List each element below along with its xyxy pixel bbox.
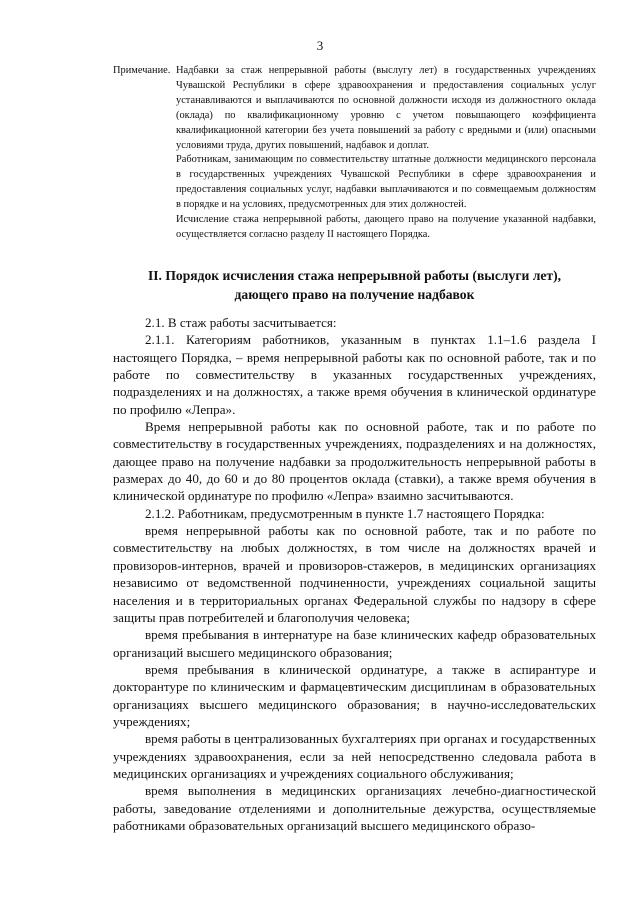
section-heading-line: дающего право на получение надбавок xyxy=(234,287,475,302)
body-paragraph: время пребывания в клинической ординатуре, а также в аспирантуре и докторантуре по клиническим и фармацевтическим дисциплинам в образовательных организациях высшего медицинского образования; в научно-исследовательских учреждениях; xyxy=(113,661,596,729)
section-heading xyxy=(113,266,596,304)
page-number: 3 xyxy=(316,38,324,53)
note-label: Примечание. xyxy=(113,65,171,76)
body-paragraph: Время непрерывной работы как по основной работе, так и по работе по совместительству в государственных учреждениях, подразделениях и на должностях, дающее право на получение надбавки за продолжительность непрерывной работы в размерах до 40, до 60 и до 80 процентов оклада (ставки), а также время обучения в клинической ординатуре по профилю «Лепра» взаимно засчитываются. xyxy=(113,419,596,504)
note-paragraph: Надбавки за стаж непрерывной работы (выслугу лет) в государственных учреждениях Чувашской Республики в сфере здравоохранения и предоставления социальных услуг устанавливаются и выплачиваются по основной должности исходя из должностного оклада (оклада) по квалификационному уровню с учетом повышающего коэффициента квалификационной категории без учета повышений за работу с вредными и (или) опасными условиями труда, других повышений, надбавок и доплат. xyxy=(176,65,596,151)
section-heading-line: II. Порядок исчисления стажа непрерывной работы (выслуги лет), xyxy=(147,268,562,283)
note-paragraph: Работникам, занимающим по совместительству штатные должности медицинского персонала в государственных учреждениях Чувашской Республики в сфере здравоохранения и предоставления социальных услуг, надбавки выплачиваются и по совмещаемым должностям в порядке и на условиях, предусмотренных для этих должностей. xyxy=(176,154,596,211)
note-body xyxy=(176,64,596,243)
body-paragraph: 2.1.2. Работникам, предусмотренным в пункте 1.7 настоящего Порядка: xyxy=(145,505,545,521)
body-paragraph: время пребывания в интернатуре на базе клинических кафедр образовательных организаций высшего медицинского образования; xyxy=(113,627,596,660)
body-paragraph: 2.1. В стаж работы засчитывается: xyxy=(145,315,337,330)
body-paragraph: 2.1.1. Категориям работников, указанным в пунктах 1.1–1.6 раздела I настоящего Порядка, – время непрерывной работы как по основной работе, так и по работе по совместительству в указанных государственных учреждениях, подразделениях и на должностях, а также время обучения в клинической ординатуре по профилю «Лепра». xyxy=(113,332,596,417)
section-body xyxy=(113,314,596,834)
body-paragraph: время работы в централизованных бухгалтериях при органах и государственных учреждениях здравоохранения, если за ней непосредственно следовала работа в медицинских организациях и учреждениях социального обслуживания; xyxy=(113,731,596,781)
body-paragraph: время непрерывной работы как по основной работе, так и по работе по совместительству на любых должностях, в том числе на должностях врачей и провизоров-интернов, врачей и провизоров-стажеров, в медицинских организациях независимо от ведомственной подчиненности, учреждениях социальной защиты населения и в территориальных органах Федеральной службы по надзору в сфере защиты прав потребителей и благополучия человека; xyxy=(113,523,596,625)
note-block xyxy=(113,64,596,243)
body-paragraph: время выполнения в медицинских организациях лечебно-диагностической работы, заведование отделениями и дополнительные дежурства, осуществляемые работниками образовательных организаций высшего медицинского образо- xyxy=(113,783,596,833)
note-paragraph: Исчисление стажа непрерывной работы, дающего право на получение указанной надбавки, осуществляется согласно разделу II настоящего Порядка. xyxy=(176,214,596,240)
